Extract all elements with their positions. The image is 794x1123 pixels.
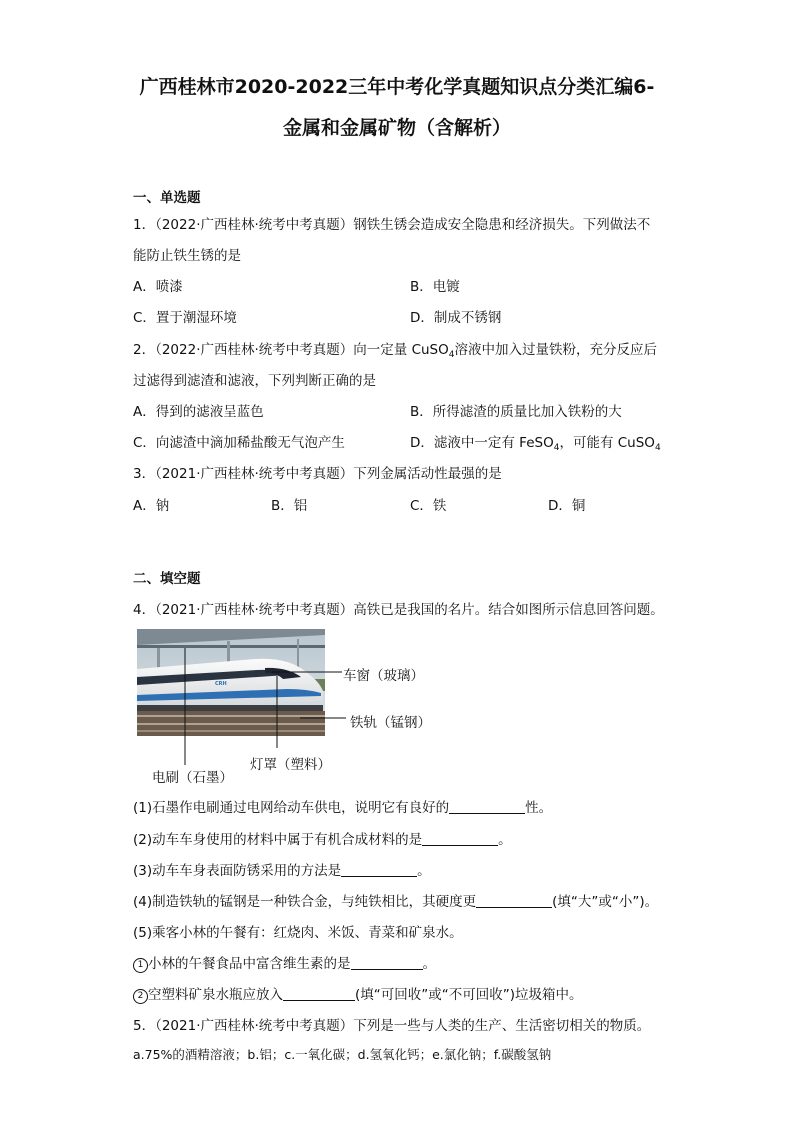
q2-option-d: D．滤液中一定有 FeSO$_4$，可能有 CuSO$_4$ <box>410 435 661 453</box>
answer-blank[interactable] <box>449 801 525 814</box>
q3-option-a: A．钠 <box>133 498 170 514</box>
label-window: 车窗（玻璃） <box>343 668 424 684</box>
q5-stem: 5．（2021·广西桂林·统考中考真题）下列是一些与人类的生产、生活密切相关的物质。 <box>133 1018 651 1034</box>
label-brush: 电刷（石墨） <box>152 770 233 786</box>
answer-blank[interactable] <box>476 895 552 908</box>
q3-option-b: B．铝 <box>271 498 308 514</box>
q3-stem: 3．（2021·广西桂林·统考中考真题）下列金属活动性最强的是 <box>133 466 502 482</box>
q4-sub5: (5)乘客小林的午餐有：红烧肉、米饭、青菜和矿泉水。 <box>133 925 463 941</box>
q4-sub5-part2: 2 空塑料矿泉水瓶应放入 (填“可回收”或“不可回收”)垃圾箱中。 <box>133 983 583 1004</box>
label-lamp: 灯罩（塑料） <box>250 757 331 773</box>
doc-title-line1: 广西桂林市2020-2022三年中考化学真题知识点分类汇编6- <box>139 76 655 98</box>
q1-stem-line1: 1．（2022·广西桂林·统考中考真题）钢铁生锈会造成安全隐患和经济损失。下列做法不 <box>133 217 651 233</box>
section-heading-fill-blank: 二、填空题 <box>133 571 201 587</box>
q2-stem-line2: 过滤得到滤渣和滤液，下列判断正确的是 <box>133 373 376 389</box>
q4-sub5-part1: 1 小林的午餐食品中富含维生素的是 。 <box>133 952 436 973</box>
answer-blank[interactable] <box>283 988 355 1001</box>
q1-option-d: D．制成不锈钢 <box>410 310 502 326</box>
circled-number: 1 <box>133 958 148 973</box>
section-heading-single-choice: 一、单选题 <box>133 190 201 206</box>
label-rail: 铁轨（锰钢） <box>350 715 431 731</box>
q4-sub1: (1)石墨作电刷通过电网给动车供电，说明它有良好的 性。 <box>133 800 553 816</box>
q2-option-b: B．所得滤渣的质量比加入铁粉的大 <box>410 404 622 420</box>
q1-option-b: B．电镀 <box>410 279 460 295</box>
q2-stem-line1: 2．（2022·广西桂林·统考中考真题）向一定量 CuSO$_4$溶液中加入过量铁粉，充分反应后 <box>133 342 657 360</box>
answer-blank[interactable] <box>341 864 417 877</box>
q4-sub3: (3)动车车身表面防锈采用的方法是 。 <box>133 863 431 879</box>
q4-sub4: (4)制造铁轨的锰钢是一种铁合金，与纯铁相比，其硬度更 (填“大”或“小”)。 <box>133 894 659 910</box>
circled-number: 2 <box>133 989 148 1004</box>
q5-substances: a.75%的酒精溶液；b.铝；c.一氧化碳；d.氢氧化钙；e.氯化钠；f.碳酸氢钠 <box>133 1047 552 1062</box>
answer-blank[interactable] <box>422 833 498 846</box>
q3-option-d: D．铜 <box>548 498 586 514</box>
crh-logo: CRH <box>215 681 227 687</box>
q1-option-c: C．置于潮湿环境 <box>133 310 237 326</box>
q1-stem-line2: 能防止铁生锈的是 <box>133 248 241 264</box>
q2-option-c: C．向滤渣中滴加稀盐酸无气泡产生 <box>133 435 345 451</box>
q4-sub2: (2)动车车身使用的材料中属于有机合成材料的是 。 <box>133 832 512 848</box>
doc-title-line2: 金属和金属矿物（含解析） <box>282 117 511 139</box>
q2-option-a: A．得到的滤液呈蓝色 <box>133 404 264 420</box>
q3-option-c: C．铁 <box>410 498 447 514</box>
answer-blank[interactable] <box>351 957 423 970</box>
q1-option-a: A．喷漆 <box>133 279 183 295</box>
q4-stem: 4．（2021·广西桂林·统考中考真题）高铁已是我国的名片。结合如图所示信息回答问题。 <box>133 602 664 618</box>
